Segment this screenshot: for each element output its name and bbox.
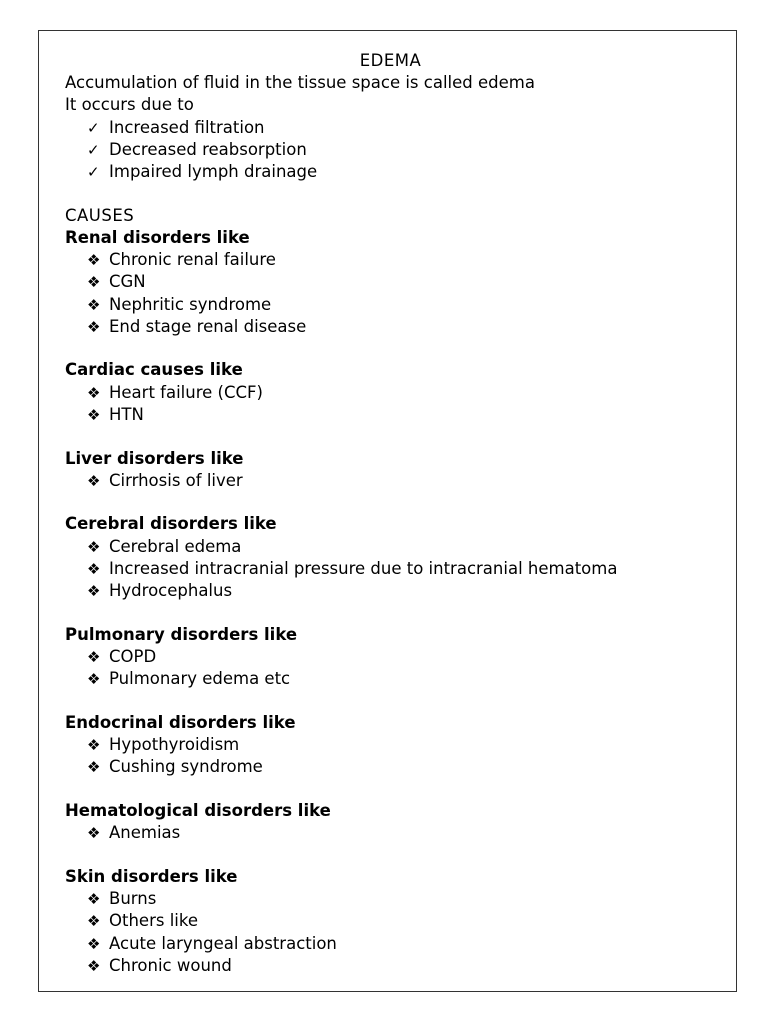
spacer: [65, 844, 716, 866]
spacer: [65, 690, 716, 712]
diamond-bullet-icon: ❖: [87, 824, 101, 843]
spacer: [65, 492, 716, 514]
spacer: [65, 778, 716, 800]
occurs-intro-text: It occurs due to: [65, 95, 194, 115]
causes-label: CAUSES: [65, 205, 135, 225]
diamond-bullet-icon: ❖: [87, 670, 101, 689]
check-mark-icon: ✓: [87, 140, 100, 159]
list-item: [87, 139, 716, 161]
diamond-bullet-icon: ❖: [87, 758, 101, 777]
section-list: [65, 646, 716, 690]
list-item: [87, 888, 716, 910]
list-item: [87, 117, 716, 139]
section-list: [65, 822, 716, 844]
list-item: [87, 933, 716, 955]
check-mark-icon: ✓: [87, 118, 100, 137]
spacer: [65, 338, 716, 360]
spacer: [65, 602, 716, 624]
diamond-bullet-icon: ❖: [87, 647, 101, 666]
diamond-bullet-icon: ❖: [87, 890, 101, 909]
diamond-bullet-icon: ❖: [87, 559, 101, 578]
list-item: [87, 316, 716, 338]
list-item: [87, 271, 716, 293]
item-text: Pulmonary edema etc: [109, 669, 291, 689]
section-heading: Endocrinal disorders like: [65, 712, 296, 732]
list-item: [87, 294, 716, 316]
list-item: [87, 668, 716, 690]
item-text: Cushing syndrome: [109, 757, 263, 777]
list-item: [87, 161, 716, 183]
item-text: CGN: [109, 272, 146, 292]
list-item: [87, 646, 716, 668]
section-list: [65, 249, 716, 338]
mechanism-text: Increased filtration: [109, 117, 265, 137]
spacer: [65, 426, 716, 448]
list-item: [87, 955, 716, 977]
item-text: Heart failure (CCF): [109, 382, 263, 402]
section-heading: Pulmonary disorders like: [65, 624, 298, 644]
list-item: [87, 580, 716, 602]
mechanism-text: Impaired lymph drainage: [109, 162, 318, 182]
list-item: [87, 756, 716, 778]
list-item: [87, 734, 716, 756]
item-text: Others like: [109, 911, 198, 931]
item-text: End stage renal disease: [109, 316, 307, 336]
list-item: [87, 558, 716, 580]
list-item: [87, 822, 716, 844]
section-list: [65, 470, 716, 492]
diamond-bullet-icon: ❖: [87, 912, 101, 931]
list-item: [87, 382, 716, 404]
section-heading: Liver disorders like: [65, 448, 244, 468]
item-text: COPD: [109, 646, 157, 666]
item-text: Nephritic syndrome: [109, 294, 272, 314]
diamond-bullet-icon: ❖: [87, 405, 101, 424]
item-text: Hypothyroidism: [109, 735, 240, 755]
diamond-bullet-icon: ❖: [87, 582, 101, 601]
document-page: [38, 30, 737, 992]
diamond-bullet-icon: ❖: [87, 471, 101, 490]
diamond-bullet-icon: ❖: [87, 956, 101, 975]
diamond-bullet-icon: ❖: [87, 934, 101, 953]
list-item: [87, 404, 716, 426]
section-heading: Cardiac causes like: [65, 360, 243, 380]
diamond-bullet-icon: ❖: [87, 383, 101, 402]
section-heading: Cerebral disorders like: [65, 514, 277, 534]
item-text: Chronic renal failure: [109, 250, 276, 270]
section-list: [65, 888, 716, 977]
item-text: Hydrocephalus: [109, 581, 233, 601]
item-text: Chronic wound: [109, 955, 232, 975]
item-text: Burns: [109, 889, 157, 909]
check-mark-icon: ✓: [87, 163, 100, 182]
diamond-bullet-icon: ❖: [87, 273, 101, 292]
diamond-bullet-icon: ❖: [87, 736, 101, 755]
diamond-bullet-icon: ❖: [87, 295, 101, 314]
section-list: [65, 536, 716, 603]
list-item: [87, 470, 716, 492]
list-item: [87, 249, 716, 271]
diamond-bullet-icon: ❖: [87, 537, 101, 556]
definition-text: Accumulation of fluid in the tissue space is called edema: [65, 73, 535, 93]
mechanism-list: [65, 117, 716, 184]
item-text: HTN: [109, 404, 144, 424]
document-content: [65, 50, 716, 977]
item-text: Anemias: [109, 823, 181, 843]
list-item: [87, 910, 716, 932]
diamond-bullet-icon: ❖: [87, 317, 101, 336]
section-heading: Hematological disorders like: [65, 800, 331, 820]
causes-sections: [65, 227, 716, 977]
section-list: [65, 382, 716, 426]
item-text: Increased intracranial pressure due to intracranial hematoma: [109, 558, 618, 578]
item-text: Cerebral edema: [109, 536, 242, 556]
section-heading: Skin disorders like: [65, 866, 238, 886]
spacer: [65, 183, 716, 205]
mechanism-text: Decreased reabsorption: [109, 139, 307, 159]
diamond-bullet-icon: ❖: [87, 251, 101, 270]
item-text: Acute laryngeal abstraction: [109, 933, 337, 953]
section-heading: Renal disorders like: [65, 227, 250, 247]
document-title: EDEMA: [359, 51, 422, 70]
section-list: [65, 734, 716, 778]
item-text: Cirrhosis of liver: [109, 470, 243, 490]
list-item: [87, 536, 716, 558]
